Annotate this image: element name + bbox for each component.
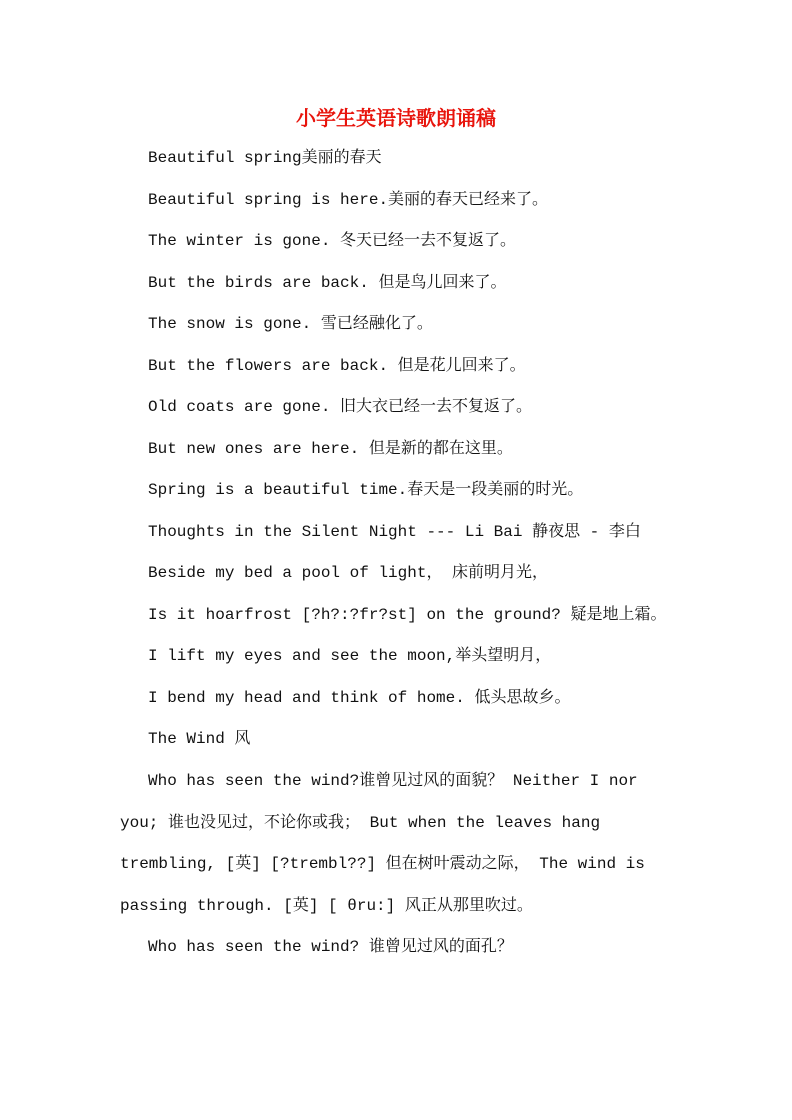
poem-line: you; 谁也没见过，不论你或我； But when the leaves hang	[120, 814, 601, 832]
poem-line: Thoughts in the Silent Night --- Li Bai 静夜思 - 李白	[148, 523, 641, 541]
poem-line: Beautiful spring is here.美丽的春天已经来了。	[148, 191, 549, 209]
poem-line: But the flowers are back. 但是花儿回来了。	[148, 357, 526, 375]
poem-line: The winter is gone. 冬天已经一去不复返了。	[148, 232, 517, 250]
poem-line: Is it hoarfrost [?h?:?fr?st] on the ground? 疑是地上霜。	[148, 606, 667, 624]
poem-line: I lift my eyes and see the moon,举头望明月，	[148, 647, 552, 665]
poem-line: I bend my head and think of home. 低头思故乡。	[148, 689, 571, 707]
poem-line: Who has seen the wind? 谁曾见过风的面孔？	[148, 938, 513, 956]
poem-line: passing through. [英] [ θru:] 风正从那里吹过。	[120, 897, 533, 915]
poem-line: The Wind 风	[148, 730, 251, 748]
document-title: 小学生英语诗歌朗诵稿	[296, 106, 496, 130]
poem-line: Beside my bed a pool of light， 床前明月光，	[148, 564, 549, 582]
poem-line: Beautiful spring美丽的春天	[148, 149, 382, 167]
poem-line: Old coats are gone. 旧大衣已经一去不复返了。	[148, 398, 533, 416]
poem-line: The snow is gone. 雪已经融化了。	[148, 315, 433, 333]
poem-line: trembling, [英] [?trembl??] 但在树叶震动之际， The wind is	[120, 855, 645, 873]
poem-line: But new ones are here. 但是新的都在这里。	[148, 440, 513, 458]
poem-line: Who has seen the wind?谁曾见过风的面貌？ Neither I nor	[148, 772, 638, 790]
poem-line: But the birds are back. 但是鸟儿回来了。	[148, 274, 507, 292]
poem-line: Spring is a beautiful time.春天是一段美丽的时光。	[148, 481, 584, 499]
